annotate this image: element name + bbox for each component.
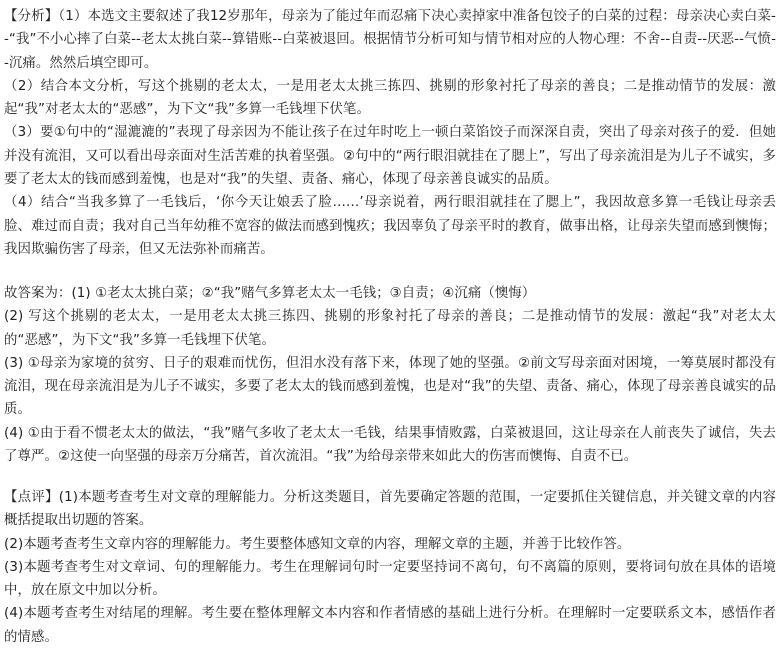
comment-paragraph-1: 【点评】(1)本题考查考生对文章的理解能力。分析这类题目，首先要确定答题的范围，一定要抓住关键信息，并关键文章的内容概括提取出切题的答案。: [4, 490, 776, 529]
analysis-paragraph-3: （3）要①句中的“湿漉漉的”表现了母亲因为不能让孩子在过年时吃上一顿白菜馅饺子而深深自责，突出了母亲对孩子的爱．但她并没有流泪，又可以看出母亲面对生活苦难的执着坚强。②句中的“两行眼泪就挂在了腮上”，写出了母亲流泪是为儿子不诚实，多要了老太太的钱而感到羞愧，也是对“我”的失望、责备、痛心，体现了母亲善良诚实的品质。: [4, 125, 776, 188]
answer-paragraph-1: 故答案为：(1) ①老太太挑白菜；②“我”赌气多算老太太一毛钱；③自责；④沉痛（懊悔）: [4, 286, 536, 301]
answer-paragraph-2: (2) 写这个挑剔的老太太，一是用老太太挑三拣四、挑剔的形象衬托了母亲的善良；二是推动情节的发展：激起“我”对老太太的“恶感”，为下文“我”多算一毛钱埋下伏笔。: [4, 309, 776, 348]
comment-paragraph-2: (2)本题考查考生文章内容的理解能力。考生要整体感知文章的内容，理解文章的主题，并善于比较作答。: [4, 536, 631, 552]
comment-section: [4, 486, 776, 649]
answer-section: [4, 282, 776, 468]
answer-paragraph-4: (4) ①由于看不惯老太太的做法，“我”赌气多收了老太太一毛钱，结果事情败露，白菜被退回，这让母亲在人前丧失了诚信，失去了尊严。②这使一向坚强的母亲万分痛苦，首次流泪。“我”为给母亲带来如此大的伤害而懊悔、自责不已。: [4, 425, 776, 465]
analysis-paragraph-1: 【分析】（1）本选文主要叙述了我12岁那年，母亲为了能过年而忍痛下决心卖掉家中准备包饺子的白菜的过程：母亲决心卖白菜--“我”不小心摔了白菜--老太太挑白菜--算错账--白菜被退回。根据情节分析可知与情节相对应的人物心理：不舍--自责--厌恶--气愤--沉痛。然然后填空即可。: [4, 9, 776, 71]
analysis-paragraph-4: （4）结合“当我多算了一毛钱后，‘你今天让娘丢了脸……’母亲说着，两行眼泪就挂在了腮上”，我因故意多算一毛钱让母亲丢脸、难过而自责；我对自己当年幼稚不宽容的做法而感到愧疚；我因辜负了母亲平时的教育，做事出格，让母亲失望而感到懊悔；我因欺骗伤害了母亲，但又无法弥补而痛苦。: [4, 195, 776, 257]
analysis-section: [4, 5, 776, 261]
comment-paragraph-4: (4)本题考查考生对结尾的理解。考生要在整体理解文本内容和作者情感的基础上进行分析。在理解时一定要联系文本，感悟作者的情感。: [4, 606, 776, 645]
answer-paragraph-3: (3) ①母亲为家境的贫穷、日子的艰难而忧伤，但泪水没有落下来，体现了她的坚强。②前文写母亲面对困境，一筹莫展时都没有流泪，现在母亲流泪是为儿子不诚实，多要了老太太的钱而感到羞愧，也是对“我”的失望、责备、痛心，体现了母亲善良诚实的品质。: [4, 355, 776, 418]
comment-paragraph-3: (3)本题考查考生对文章词、句的理解能力。考生在理解词句时一定要坚持词不离句，句不离篇的原则，要将词句放在具体的语境中，放在原文中加以分析。: [4, 559, 776, 599]
analysis-paragraph-2: （2）结合本文分析，写这个挑剔的老太太，一是用老太太挑三拣四、挑剔的形象衬托了母亲的善良；二是推动情节的发展：激起“我”对老太太的“恶感”，为下文“我”多算一毛钱埋下伏笔。: [4, 78, 776, 118]
